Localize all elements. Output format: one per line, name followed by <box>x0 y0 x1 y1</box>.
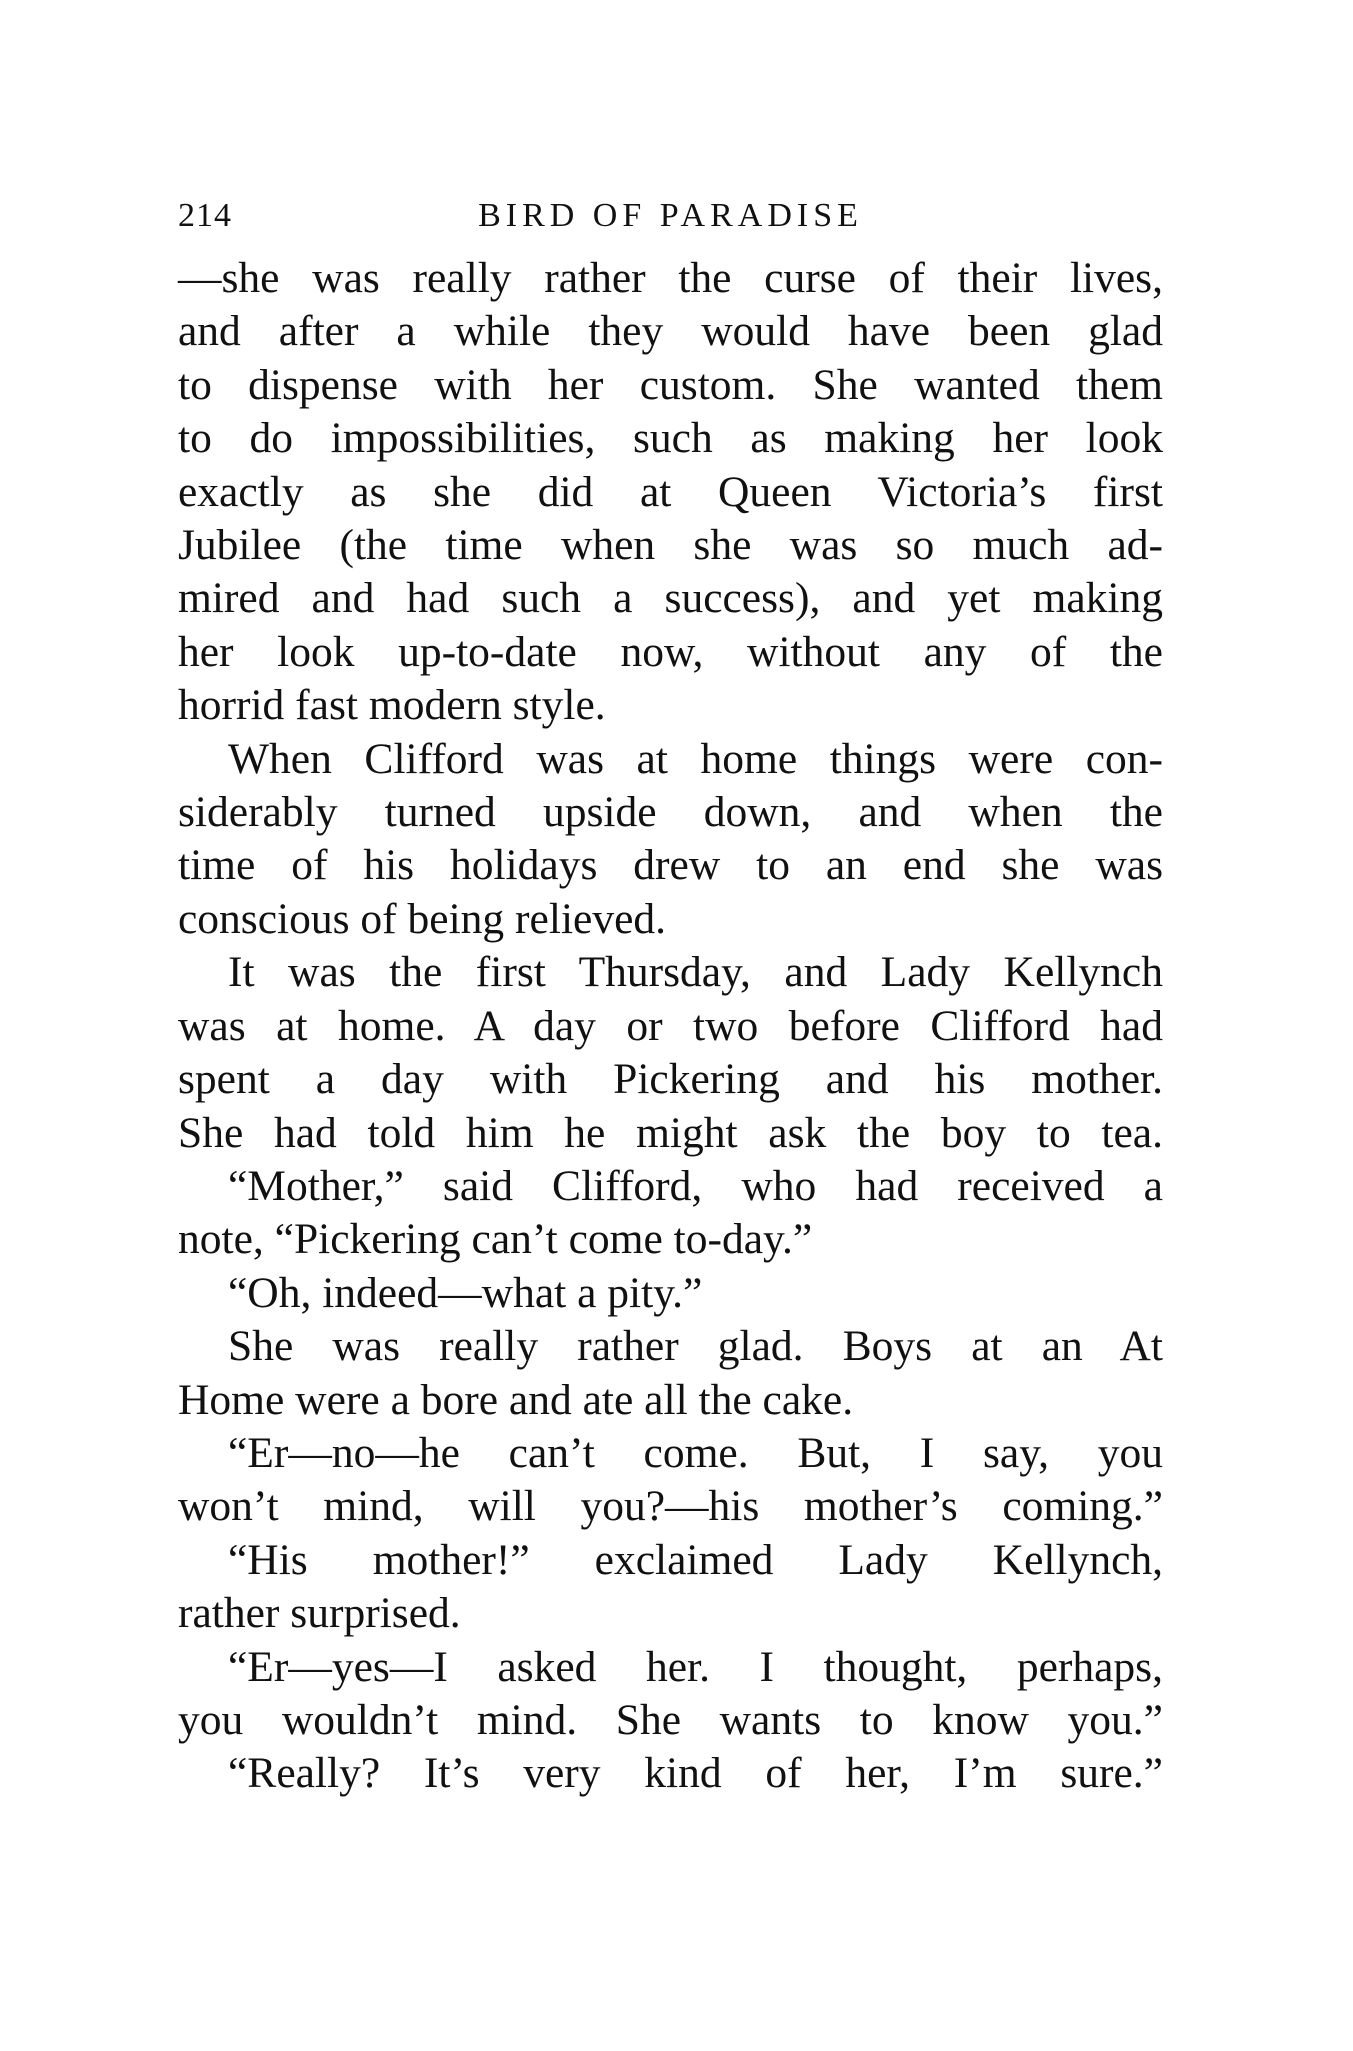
text-line: time of his holidays drew to an end she was <box>178 841 1163 890</box>
text-line: —she was really rather the curse of their lives, <box>178 254 1163 302</box>
text-line: “Really? It’s very kind of her, I’m sure.” <box>228 1749 1163 1798</box>
text-line: “Mother,” said Clifford, who had received a <box>228 1161 1163 1210</box>
page-number: 214 <box>178 197 232 234</box>
text-line: won’t mind, will you?—his mother’s coming.” <box>178 1482 1163 1531</box>
text-line: When Clifford was at home things were con- <box>228 734 1163 783</box>
text-line: rather surprised. <box>178 1589 461 1638</box>
text-line: “Er—yes—I asked her. I thought, perhaps, <box>228 1642 1163 1691</box>
text-line: Home were a bore and ate all the cake. <box>178 1375 854 1424</box>
text-line: and after a while they would have been glad <box>178 307 1163 356</box>
text-line: to dispense with her custom. She wanted them <box>178 360 1163 409</box>
body-text <box>178 252 1163 1801</box>
text-line: conscious of being relieved. <box>178 894 667 943</box>
text-line: horrid fast modern style. <box>178 681 606 730</box>
running-title: BIRD OF PARADISE <box>478 197 863 234</box>
text-line: “Oh, indeed—what a pity.” <box>228 1268 703 1317</box>
text-line: to do impossibilities, such as making her look <box>178 414 1163 463</box>
text-line: It was the first Thursday, and Lady Kellynch <box>228 948 1163 997</box>
text-line: siderably turned upside down, and when the <box>178 788 1163 837</box>
text-line: spent a day with Pickering and his mother. <box>178 1055 1163 1104</box>
text-line: her look up-to-date now, without any of the <box>178 627 1163 676</box>
text-line: note, “Pickering can’t come to-day.” <box>178 1215 813 1264</box>
text-line: She had told him he might ask the boy to tea. <box>178 1108 1163 1157</box>
text-line: “His mother!” exclaimed Lady Kellynch, <box>228 1535 1163 1584</box>
text-line: was at home. A day or two before Clifford had <box>178 1001 1163 1050</box>
text-line: Jubilee (the time when she was so much ad- <box>178 521 1163 570</box>
text-line: “Er—no—he can’t come. But, I say, you <box>228 1428 1163 1477</box>
text-line: mired and had such a success), and yet making <box>178 574 1163 623</box>
page-header <box>178 186 1163 246</box>
text-line: you wouldn’t mind. She wants to know you.” <box>178 1695 1163 1744</box>
text-line: She was really rather glad. Boys at an At <box>228 1322 1163 1371</box>
text-line: exactly as she did at Queen Victoria’s first <box>178 467 1163 516</box>
